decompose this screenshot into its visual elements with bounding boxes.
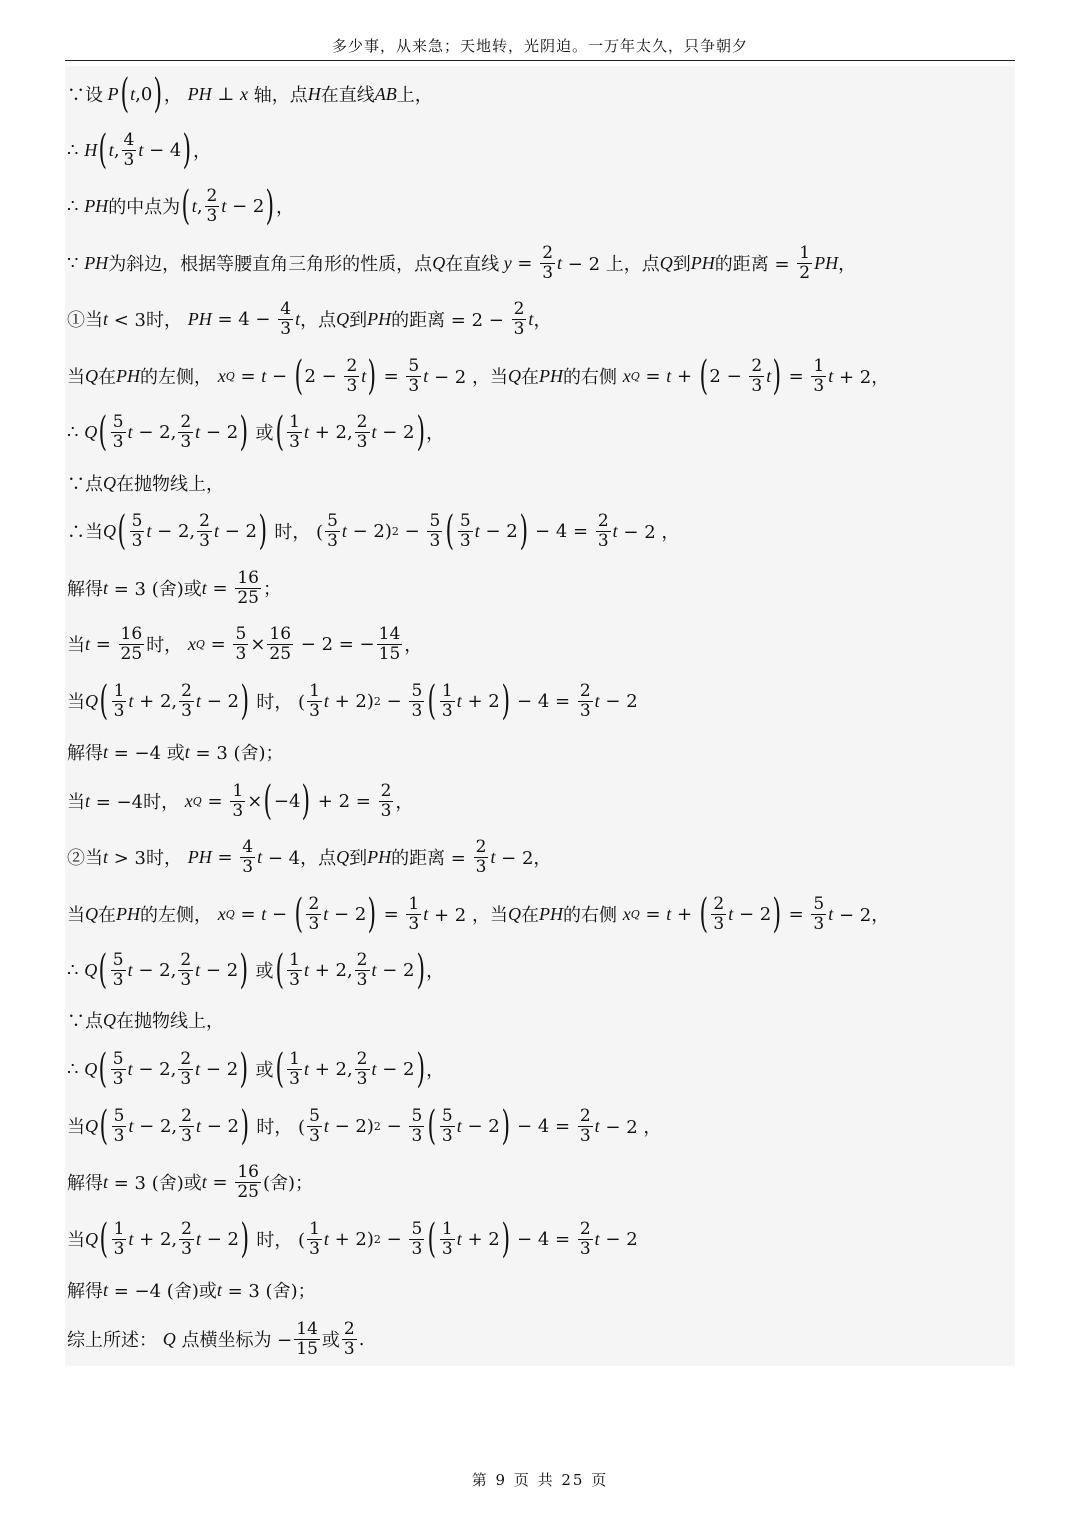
solution-line: ∵设 P ( t ,0 ) ， PH ⊥ x 轴，点 H 在直线 AB 上， — [67, 71, 433, 117]
solution-body — [65, 66, 1015, 1366]
solution-line: ∴ Q ( $\frac{5}{3}$ t − 2, $\frac{2}{3}$ t − 2 ) 或 ( $\frac{1}{3}$ t + 2, $\frac{2}{3}$ t − 2 ) ， — [67, 947, 445, 993]
solution-line: ∴ PH 的中点为 ( t , $\frac{2}{3}$ t − 2 ) ， — [67, 183, 294, 229]
solution-line: ∴ Q ( $\frac{5}{3}$ t − 2, $\frac{2}{3}$ t − 2 ) 或 ( $\frac{1}{3}$ t + 2, $\frac{2}{3}$ t − 2 ) ， — [67, 409, 445, 455]
solution-line: 当 Q 在 PH 的左侧， x Q = t − ( 2 − $\frac{2}{3}$ t ) = $\frac{5}{3}$ t − 2 ，当 Q 在 PH 的右侧 x Q = t + ( 2 − $\frac{2}{3}$ t ) = $\frac{1}{3}$ t + 2， — [67, 353, 890, 399]
solution-line: ②当 t > 3时， PH = $\frac{4}{3}$ t − 4，点 Q 到 PH 的距离 = $\frac{2}{3}$ t − 2， — [67, 836, 552, 877]
solution-line: 解得 t = 3 (舍)或 t = $\frac{16}{25}$ (舍)； — [67, 1161, 313, 1202]
solution-line: ①当 t < 3时， PH = 4 − $\frac{4}{3}$ t ，点 Q 到 PH 的距离 = 2 − $\frac{2}{3}$ t ， — [67, 298, 552, 339]
solution-line: ∵点 Q 在抛物线上， — [67, 472, 224, 495]
solution-line: 当 t = −4时， x Q = $\frac{1}{3}$ × ( −4 ) + 2 = $\frac{2}{3}$ ， — [67, 778, 414, 824]
solution-line: 当 Q ( $\frac{1}{3}$ t + 2, $\frac{2}{3}$ t − 2 ) 时， ( $\frac{1}{3}$ t + 2) 2 − $\frac{5}{3}$ ( $\frac{1}{3}$ t + 2 ) − 4 = $\frac{2}{3}$ t − 2 — [67, 678, 638, 724]
solution-line: ∴当 Q ( $\frac{5}{3}$ t − 2, $\frac{2}{3}$ t − 2 ) 时， ( $\frac{5}{3}$ t − 2) 2 − $\frac{5}{3}$ ( $\frac{5}{3}$ t − 2 ) − 4 = $\frac{2}{3}$ t − 2 ， — [67, 508, 680, 554]
solution-line: 解得 t = −4 或 t = 3 (舍)； — [67, 741, 284, 764]
solution-line: ∵ PH 为斜边，根据等腰直角三角形的性质，点 Q 在直线 y = $\frac{2}{3}$ t − 2 上，点 Q 到 PH 的距离 = $\frac{1}{2}$ PH ， — [67, 242, 857, 283]
solution-line: ∴ Q ( $\frac{5}{3}$ t − 2, $\frac{2}{3}$ t − 2 ) 或 ( $\frac{1}{3}$ t + 2, $\frac{2}{3}$ t − 2 ) ， — [67, 1046, 445, 1092]
solution-line: 当 Q 在 PH 的左侧， x Q = t − ( $\frac{2}{3}$ t − 2 ) = $\frac{1}{3}$ t + 2 ，当 Q 在 PH 的右侧 x Q = t + ( $\frac{2}{3}$ t − 2 ) = $\frac{5}{3}$ t − 2， — [67, 891, 890, 937]
solution-line: ∵点 Q 在抛物线上， — [67, 1009, 224, 1032]
solution-line: 综上所述： Q 点横坐标为 − $\frac{14}{15}$ 或 $\frac{2}{3}$ . — [67, 1318, 365, 1359]
solution-line: ∴ H ( t , $\frac{4}{3}$ t − 4 ) ， — [67, 127, 211, 173]
solution-line: 当 t = $\frac{16}{25}$ 时， x Q = $\frac{5}{3}$ × $\frac{16}{25}$ − 2 = − $\frac{14}{15}$ ， — [67, 623, 423, 664]
page-number: 第 9 页 共 25 页 — [471, 1471, 609, 1489]
page-header: 多少事，从来急；天地转，光阴迫。一万年太久，只争朝夕 — [65, 32, 1015, 61]
solution-line: 当 Q ( $\frac{5}{3}$ t − 2, $\frac{2}{3}$ t − 2 ) 时， ( $\frac{5}{3}$ t − 2) 2 − $\frac{5}{3}$ ( $\frac{5}{3}$ t − 2 ) − 4 = $\frac{2}{3}$ t − 2 ， — [67, 1103, 662, 1149]
solution-line: 当 Q ( $\frac{1}{3}$ t + 2, $\frac{2}{3}$ t − 2 ) 时， ( $\frac{1}{3}$ t + 2) 2 − $\frac{5}{3}$ ( $\frac{1}{3}$ t + 2 ) − 4 = $\frac{2}{3}$ t − 2 — [67, 1216, 638, 1262]
solution-line: 解得 t = −4 (舍)或 t = 3 (舍)； — [67, 1279, 316, 1302]
solution-line: 解得 t = 3 (舍)或 t = $\frac{16}{25}$ ； — [67, 567, 281, 608]
